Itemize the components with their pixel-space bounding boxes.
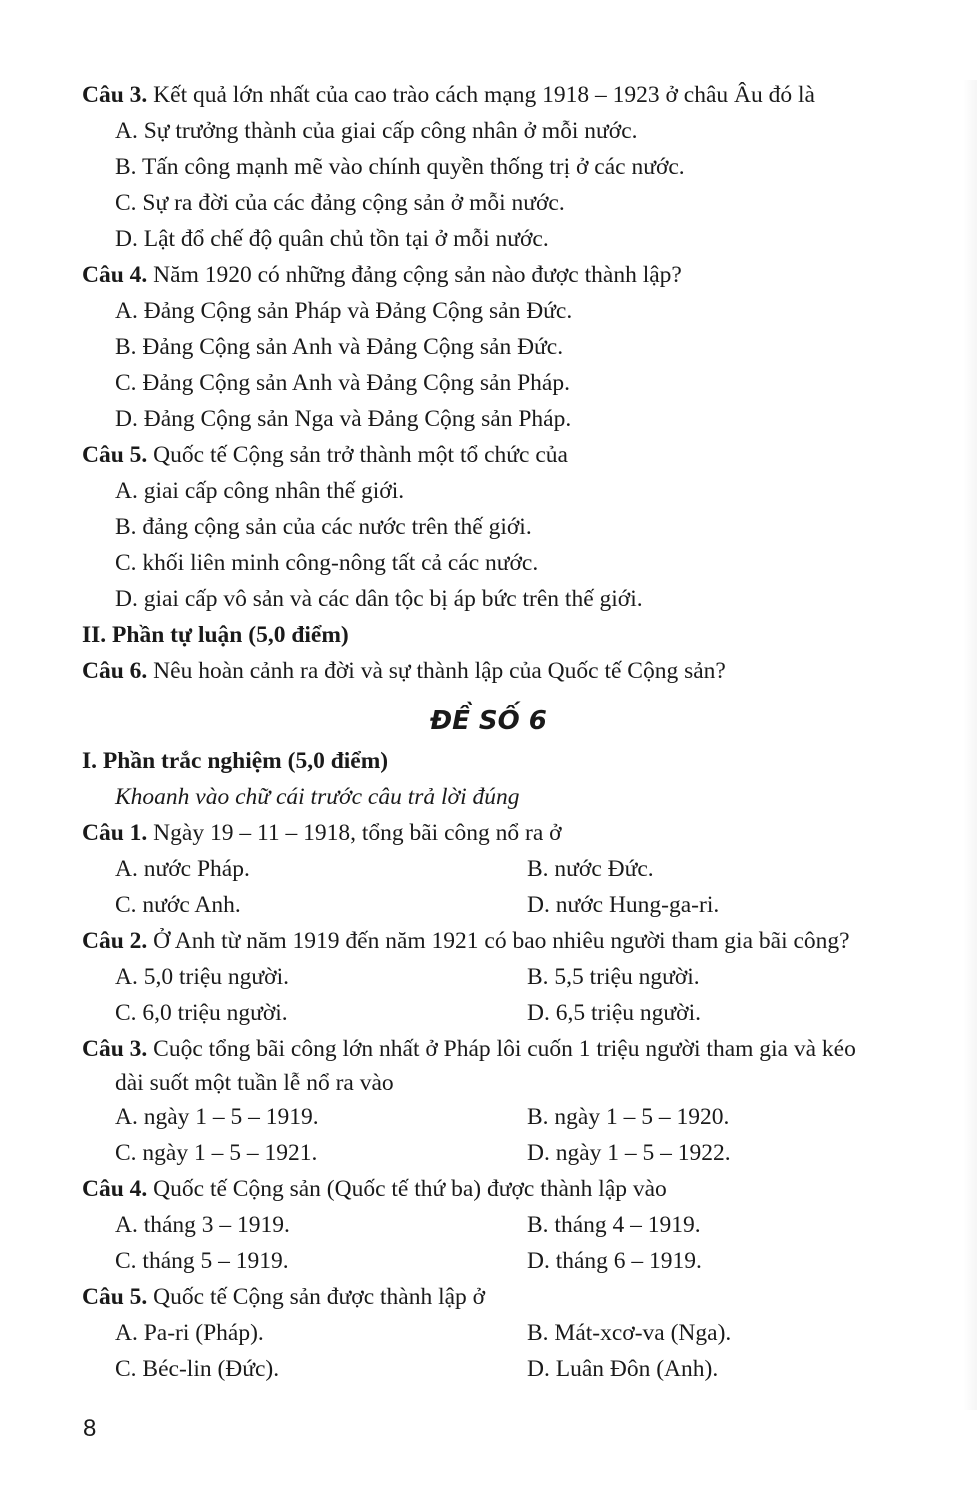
question-text: Cuộc tổng bãi công lớn nhất ở Pháp lôi cuốn 1 triệu người tham gia và kéo xyxy=(147,1036,856,1062)
option-c: C. Đảng Cộng sản Anh và Đảng Cộng sản Pháp. xyxy=(115,370,570,396)
option-a: A. tháng 3 – 1919. xyxy=(115,1212,290,1238)
option-b: B. Đảng Cộng sản Anh và Đảng Cộng sản Đức. xyxy=(115,334,564,360)
page-edge-shadow xyxy=(963,80,977,1410)
option-d: D. ngày 1 – 5 – 1922. xyxy=(527,1140,731,1166)
part-1-heading: I. Phần trắc nghiệm (5,0 điểm) xyxy=(82,748,389,774)
question-5-top xyxy=(82,440,568,470)
option-d: D. nước Hung-ga-ri. xyxy=(527,892,720,918)
exam6-question-4 xyxy=(82,1174,667,1204)
option-c: C. khối liên minh công-nông tất cả các nước. xyxy=(115,550,539,576)
instruction: Khoanh vào chữ cái trước câu trả lời đúng xyxy=(115,784,520,810)
question-text-continued: dài suốt một tuần lễ nổ ra vào xyxy=(115,1070,394,1096)
question-6 xyxy=(82,656,726,686)
question-text: Ở Anh từ năm 1919 đến năm 1921 có bao nhiêu người tham gia bãi công? xyxy=(147,928,850,954)
option-d: D. Đảng Cộng sản Nga và Đảng Cộng sản Pháp. xyxy=(115,406,572,432)
question-number: Câu 2. xyxy=(82,928,148,954)
question-number: Câu 4. xyxy=(82,262,148,288)
option-b: B. ngày 1 – 5 – 1920. xyxy=(527,1104,730,1130)
question-text: Quốc tế Cộng sản trở thành một tổ chức của xyxy=(147,442,568,468)
option-b: B. Tấn công mạnh mẽ vào chính quyền thống trị ở các nước. xyxy=(115,154,685,180)
question-3-top xyxy=(82,80,815,110)
option-d: D. tháng 6 – 1919. xyxy=(527,1248,702,1274)
question-number: Câu 4. xyxy=(82,1176,148,1202)
exam6-question-1 xyxy=(82,818,562,848)
question-number: Câu 3. xyxy=(82,1036,148,1062)
question-text: Quốc tế Cộng sản được thành lập ở xyxy=(147,1284,486,1310)
question-text: Năm 1920 có những đảng cộng sản nào được thành lập? xyxy=(147,262,682,288)
option-b: B. đảng cộng sản của các nước trên thế giới. xyxy=(115,514,532,540)
option-c: C. tháng 5 – 1919. xyxy=(115,1248,289,1274)
question-text: Kết quả lớn nhất của cao trào cách mạng 1918 – 1923 ở châu Âu đó là xyxy=(147,82,815,108)
option-a: A. Sự trưởng thành của giai cấp công nhân ở mỗi nước. xyxy=(115,118,638,144)
exam6-question-3 xyxy=(82,1034,856,1064)
option-d: D. giai cấp vô sản và các dân tộc bị áp bức trên thế giới. xyxy=(115,586,643,612)
question-text: Nêu hoàn cảnh ra đời và sự thành lập của Quốc tế Cộng sản? xyxy=(147,658,726,684)
question-number: Câu 1. xyxy=(82,820,148,846)
option-d: D. Luân Đôn (Anh). xyxy=(527,1356,719,1382)
option-c: C. ngày 1 – 5 – 1921. xyxy=(115,1140,318,1166)
option-c: C. Béc-lin (Đức). xyxy=(115,1356,280,1382)
part-2-heading: II. Phần tự luận (5,0 điểm) xyxy=(82,622,349,648)
option-a: A. Đảng Cộng sản Pháp và Đảng Cộng sản Đức. xyxy=(115,298,573,324)
question-number: Câu 3. xyxy=(82,82,148,108)
question-number: Câu 5. xyxy=(82,1284,148,1310)
option-b: B. 5,5 triệu người. xyxy=(527,964,700,990)
exam6-question-5 xyxy=(82,1282,485,1312)
exam6-question-2 xyxy=(82,926,850,956)
option-a: A. ngày 1 – 5 – 1919. xyxy=(115,1104,319,1130)
question-number: Câu 5. xyxy=(82,442,148,468)
option-d: D. 6,5 triệu người. xyxy=(527,1000,701,1026)
exam-title: ĐỀ SỐ 6 xyxy=(430,706,547,736)
page-number: 8 xyxy=(83,1415,97,1442)
option-a: A. 5,0 triệu người. xyxy=(115,964,289,990)
option-d: D. Lật đổ chế độ quân chủ tồn tại ở mỗi nước. xyxy=(115,226,549,252)
question-text: Ngày 19 – 11 – 1918, tổng bãi công nổ ra ở xyxy=(147,820,562,846)
option-c: C. Sự ra đời của các đảng cộng sản ở mỗi nước. xyxy=(115,190,565,216)
option-a: A. giai cấp công nhân thế giới. xyxy=(115,478,405,504)
option-b: B. Mát-xcơ-va (Nga). xyxy=(527,1320,732,1346)
option-b: B. nước Đức. xyxy=(527,856,654,882)
option-c: C. 6,0 triệu người. xyxy=(115,1000,288,1026)
question-4-top xyxy=(82,260,682,290)
option-a: A. Pa-ri (Pháp). xyxy=(115,1320,264,1346)
question-number: Câu 6. xyxy=(82,658,148,684)
question-text: Quốc tế Cộng sản (Quốc tế thứ ba) được thành lập vào xyxy=(147,1176,667,1202)
option-c: C. nước Anh. xyxy=(115,892,241,918)
option-a: A. nước Pháp. xyxy=(115,856,250,882)
option-b: B. tháng 4 – 1919. xyxy=(527,1212,701,1238)
